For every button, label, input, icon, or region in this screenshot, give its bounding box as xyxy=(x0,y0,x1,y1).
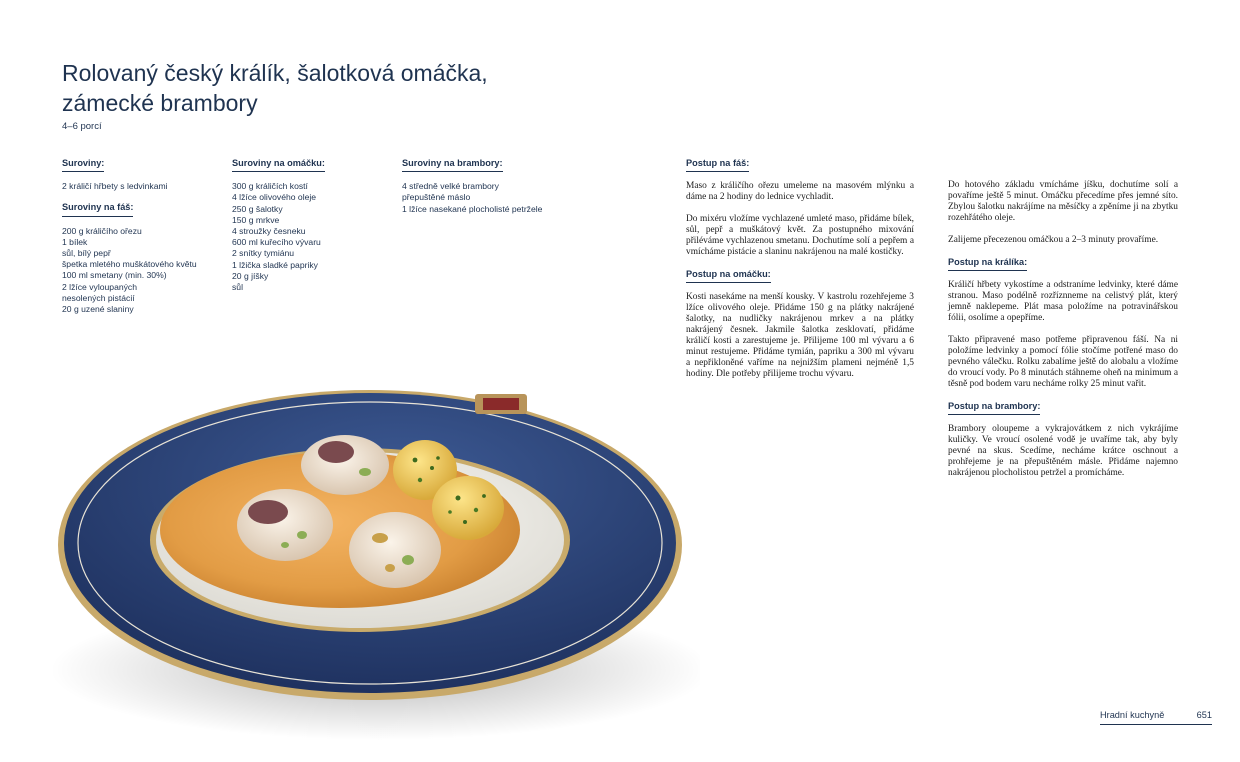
book-title: Hradní kuchyně xyxy=(1100,710,1165,720)
list-item: 250 g šalotky xyxy=(232,203,283,214)
list-item: 20 g uzené slaniny xyxy=(62,304,134,315)
rabbit-roll-1 xyxy=(301,435,389,495)
list-item: špetka mletého muškátového květu xyxy=(62,259,197,270)
method-potatoes-paragraph-1: Brambory oloupeme a vykrajovátkem z nich vykrájíme kuličky. Ve vroucí osolené vodě je uvaříme tak, aby byly pevné na skus. Scedíme, necháme krátce oschnout a prohřejeme je na přepuštěném másle. Přidáme najemno nakrájenou plocholistou petržel a promícháme. xyxy=(948,424,1178,478)
method-column-2 xyxy=(948,180,1178,490)
list-item: 1 lžíce nasekané plocholisté petržele xyxy=(402,203,543,214)
plate-crest-icon xyxy=(475,394,527,414)
list-item: 4 stroužky česneku xyxy=(232,226,306,237)
list-item: 2 snítky tymiánu xyxy=(232,248,295,259)
portions: 4–6 porcí xyxy=(62,121,102,132)
ingredients-main-list xyxy=(62,181,222,192)
method-rabbit-paragraph-2: Takto připravené maso potřeme připravenou fáší. Na ni položíme ledvinky a pomocí fólie stočíme potřené maso do pevného válečku. Rolku zabalíme ještě do alobalu a vložíme do vroucí vody. Po 8 minutách stáhneme oheň na minimum a těsně pod bodem varu necháme rolky 25 minut vařit. xyxy=(948,335,1178,389)
method-fas-heading: Postup na fáš: xyxy=(686,158,749,172)
list-item: 1 bílek xyxy=(62,236,88,247)
recipe-title-line2: zámecké brambory xyxy=(62,90,258,116)
ingredients-potatoes-list xyxy=(402,181,582,215)
list-item: přepuštěné máslo xyxy=(402,192,471,203)
list-item: sůl xyxy=(232,282,243,293)
list-item: 1 lžička sladké papriky xyxy=(232,259,318,270)
method-fas-paragraph-1: Maso z králičího ořezu umeleme na masovém mlýnku a dáme na 2 hodiny do lednice vychladit. xyxy=(686,181,914,202)
method-sauce-paragraph-1: Kosti nasekáme na menší kousky. V kastrolu rozehřejeme 3 lžíce olivového oleje. Přidáme 150 g na plátky nakrájené šalotky, na nudličky nakrájenou mrkev a na plátky nakrájený česnek. Jakmile šalotka zesklovatí, přidáme králičí kosti a zarestujeme je. Přilijeme 100 ml vývaru a 6 minut restujeme. Přidáme tymián, papriku a 300 ml vývaru a nepřikloněné vaříme na nejnižším plameni nejméně 1,5 hodiny. Dle potřeby přilijeme trochu vývaru. xyxy=(686,292,914,379)
list-item: 150 g mrkve xyxy=(232,214,280,225)
ingredients-column-3 xyxy=(402,158,582,225)
method-potatoes-heading: Postup na brambory: xyxy=(948,401,1040,415)
method-column-1 xyxy=(686,158,914,391)
potato-2 xyxy=(432,476,504,540)
recipe-title xyxy=(62,58,622,118)
list-item: 20 g jíšky xyxy=(232,270,269,281)
ingredients-fas-list xyxy=(62,226,222,316)
method-sauce-cont-paragraph-2: Zalijeme přecezenou omáčkou a 2–3 minuty provaříme. xyxy=(948,235,1159,245)
rabbit-roll-2 xyxy=(237,489,333,561)
method-sauce-cont-paragraph-1: Do hotového základu vmícháme jíšku, dochutíme solí a povaříme ještě 5 minut. Omáčku přecedíme přes jemné síto. Zbylou šalotku nakrájíme na měsíčky a zpěníme ji na zbytku rozehřátého oleje. xyxy=(948,180,1178,223)
ingredients-sauce-list xyxy=(232,181,392,293)
method-sauce-heading: Postup na omáčku: xyxy=(686,269,771,283)
page-footer xyxy=(1100,710,1212,725)
recipe-title-line1: Rolovaný český králík, šalotková omáčka, xyxy=(62,60,488,86)
list-item: 2 lžíce vyloupaných xyxy=(62,281,137,292)
ingredients-column-1 xyxy=(62,158,222,325)
page-number: 651 xyxy=(1196,710,1212,720)
method-fas-paragraph-2: Do mixéru vložíme vychlazené umleté maso, přidáme bílek, sůl, pepř a muškátový květ. Za postupného mixování přiléváme vychlazenou smetanu. Dochutíme solí a pepřem a vmícháme pistácie a slaninu nakrájenou na malé kostičky. xyxy=(686,214,914,257)
method-rabbit-heading: Postup na králíka: xyxy=(948,257,1027,271)
ingredients-fas-heading: Suroviny na fáš: xyxy=(62,202,133,216)
method-rabbit-paragraph-1: Králičí hřbety vykostíme a odstraníme ledvinky, které dáme stranou. Maso podélně rozříznneme na celistvý plát, který jemně naklepeme. Plát masa položíme na potravinářskou fólii, osolíme a opepříme. xyxy=(948,280,1178,323)
list-item: 2 králičí hřbety s ledvinkami xyxy=(62,181,168,192)
list-item: 300 g králičích kostí xyxy=(232,181,308,192)
list-item: nesolených pistácií xyxy=(62,292,135,303)
ingredients-sauce-heading: Suroviny na omáčku: xyxy=(232,158,325,172)
dish-photo xyxy=(40,340,700,750)
list-item: 100 ml smetany (min. 30%) xyxy=(62,270,167,281)
list-item: 4 lžíce olivového oleje xyxy=(232,192,317,203)
list-item: 200 g králičího ořezu xyxy=(62,225,142,236)
list-item: sůl, bílý pepř xyxy=(62,248,111,259)
ingredients-potatoes-heading: Suroviny na brambory: xyxy=(402,158,503,172)
list-item: 4 středně velké brambory xyxy=(402,181,499,192)
ingredients-main-heading: Suroviny: xyxy=(62,158,104,172)
list-item: 600 ml kuřecího vývaru xyxy=(232,237,321,248)
ingredients-column-2 xyxy=(232,158,392,303)
rabbit-roll-3 xyxy=(349,512,441,588)
